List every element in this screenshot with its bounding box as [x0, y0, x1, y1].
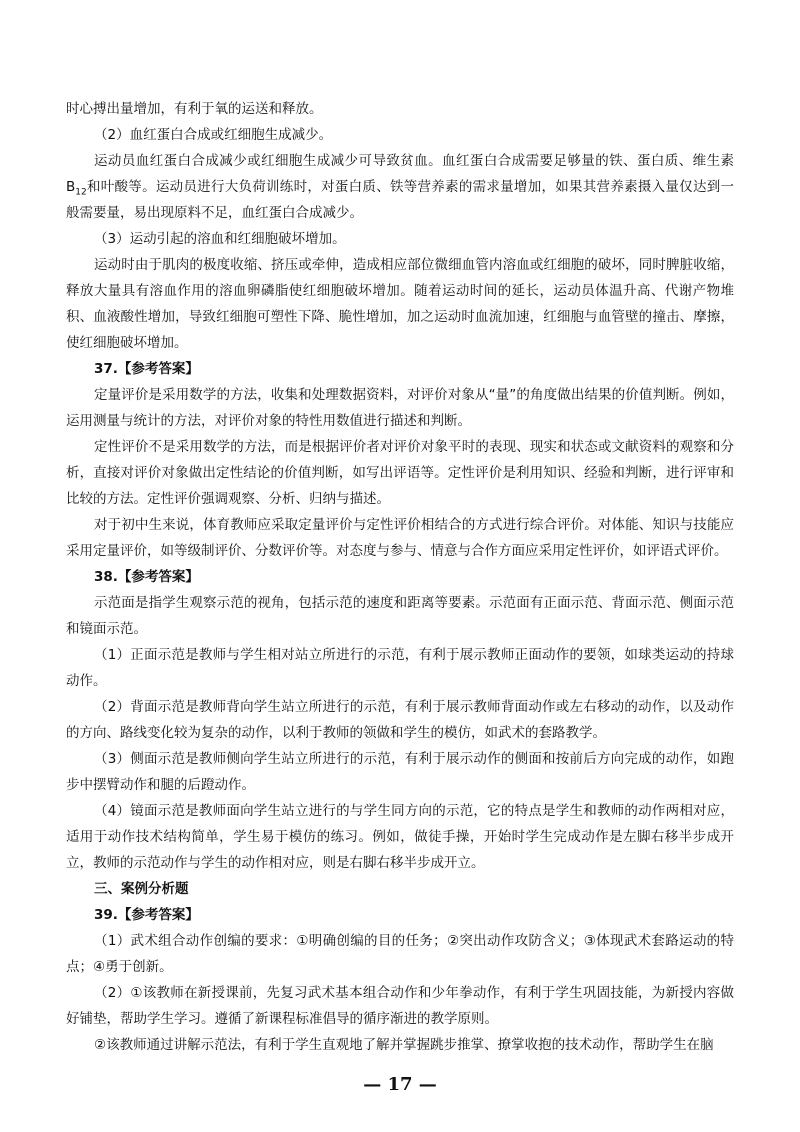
document-body — [66, 96, 734, 1058]
paragraph: 对于初中生来说，体育教师应采取定量评价与定性评价相结合的方式进行综合评价。对体能、知识与技能应采用定量评价，如等级制评价、分数评价等。对态度与参与、情意与合作方面应采用定性评价，如评语式评价。 — [66, 517, 734, 559]
text-segment: 和叶酸等。运动员进行大负荷训练时，对蛋白质、铁等营养素的需求量增加，如果其营养素摄入量仅达到一般需要量，易出现原料不足，血红蛋白合成减少。 — [66, 179, 734, 221]
paragraph: （2）①该教师在新授课前，先复习武术基本组合动作和少年拳动作，有利于学生巩固技能，为新授内容做好铺垫，帮助学生学习。遵循了新课程标准倡导的循序渐进的教学原则。 — [66, 985, 734, 1027]
paragraph: （2）背面示范是教师背向学生站立所进行的示范，有利于展示教师背面动作或左右移动的动作，以及动作的方向、路线变化较为复杂的动作，以利于教师的领做和学生的模仿，如武术的套路教学。 — [66, 699, 734, 741]
section-title: 三、案例分析题 — [94, 881, 189, 897]
answer-heading: 39.【参考答案】 — [94, 907, 199, 923]
text-segment: 运动员血红蛋白合成减少或红细胞生成减少可导致贫血。血红蛋白合成需要足够量的铁、蛋白质、维生素B — [66, 153, 734, 195]
paragraph: （1）正面示范是教师与学生相对站立所进行的示范，有利于展示教师正面动作的要领，如球类运动的持球动作。 — [66, 647, 734, 689]
answer-heading: 38.【参考答案】 — [94, 569, 199, 585]
paragraph: （3）侧面示范是教师侧向学生站立所进行的示范，有利于展示动作的侧面和按前后方向完成的动作，如跑步中摆臂动作和腿的后蹬动作。 — [66, 751, 734, 793]
page-number: — 17 — — [363, 1074, 437, 1095]
paragraph: （1）武术组合动作创编的要求：①明确创编的目的任务；②突出动作攻防含义；③体现武术套路运动的特点；④勇于创新。 — [66, 933, 734, 975]
paragraph: 定量评价是采用数学的方法，收集和处理数据资料，对评价对象从“量”的角度做出结果的价值判断。例如，运用测量与统计的方法，对评价对象的特性用数值进行描述和判断。 — [66, 387, 734, 429]
paragraph: （4）镜面示范是教师面向学生站立进行的与学生同方向的示范，它的特点是学生和教师的动作两相对应，适用于动作技术结构简单，学生易于模仿的练习。例如，做徒手操，开始时学生完成动作是左脚右移半步成开立，教师的示范动作与学生的动作相对应，则是右脚右移半步成开立。 — [66, 803, 734, 871]
paragraph — [66, 148, 734, 226]
paragraph: （2）血红蛋白合成或红细胞生成减少。 — [94, 127, 333, 143]
subscript: 12 — [75, 187, 87, 198]
paragraph: 示范面是指学生观察示范的视角，包括示范的速度和距离等要素。示范面有正面示范、背面示范、侧面示范和镜面示范。 — [66, 595, 734, 637]
paragraph: 运动时由于肌肉的极度收缩、挤压或牵伸，造成相应部位微细血管内溶血或红细胞的破坏，同时脾脏收缩，释放大量具有溶血作用的溶血卵磷脂使红细胞破坏增加。随着运动时间的延长，运动员体温升高、代谢产物堆积、血液酸性增加，导致红细胞可塑性下降、脆性增加，加之运动时血流加速，红细胞与血管壁的撞击、摩擦，使红细胞破坏增加。 — [66, 257, 734, 351]
paragraph: ②该教师通过讲解示范法，有利于学生直观地了解并掌握跳步推掌、撩掌收抱的技术动作，帮助学生在脑 — [94, 1037, 714, 1053]
answer-heading: 37.【参考答案】 — [94, 361, 199, 377]
paragraph: 时心搏出量增加，有利于氧的运送和释放。 — [66, 101, 323, 117]
paragraph: 定性评价不是采用数学的方法，而是根据评价者对评价对象平时的表现、现实和状态或文献资料的观察和分析，直接对评价对象做出定性结论的价值判断，如写出评语等。定性评价是利用知识、经验和判断，进行评审和比较的方法。定性评价强调观察、分析、归纳与描述。 — [66, 439, 734, 507]
paragraph: （3）运动引起的溶血和红细胞破坏增加。 — [94, 231, 346, 247]
